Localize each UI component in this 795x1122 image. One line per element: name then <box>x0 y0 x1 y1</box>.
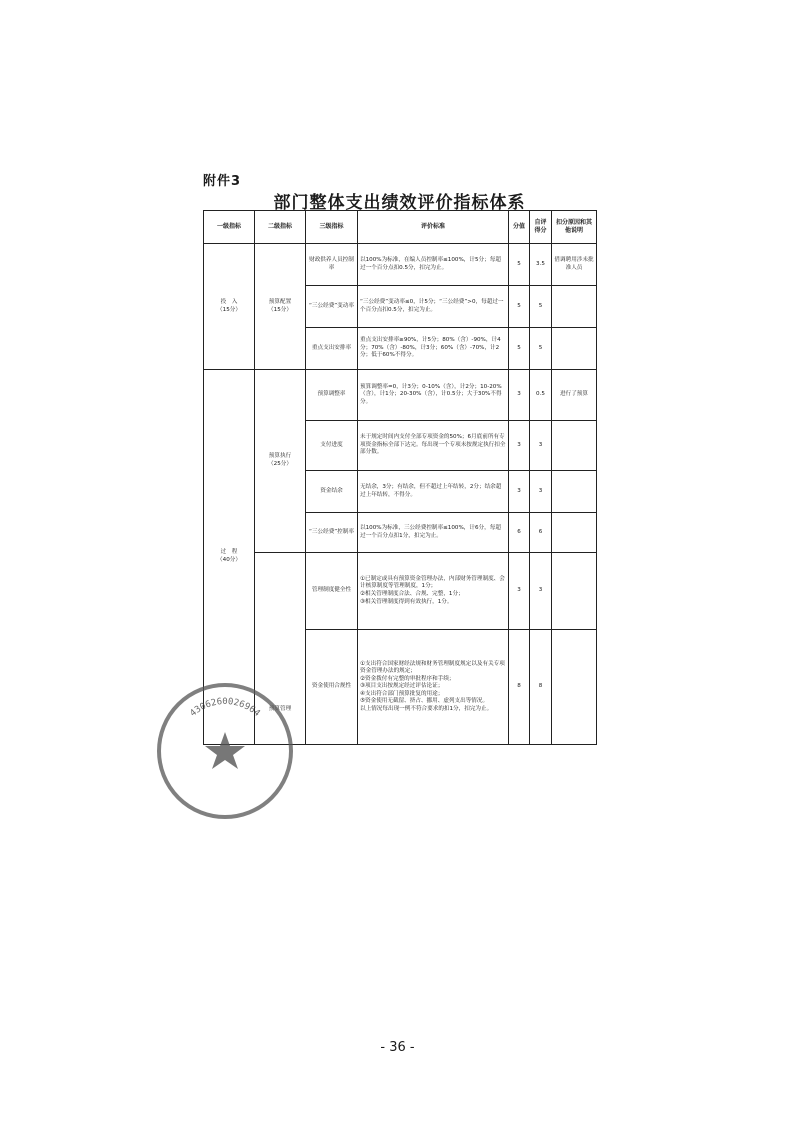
level3-cell: 资金结余 <box>306 471 358 513</box>
official-seal <box>150 676 300 826</box>
note-cell <box>552 513 597 553</box>
indicator-table <box>203 210 597 745</box>
standard-cell: 重点支出安排率≥90%，计5分；80%（含）-90%，计4分；70%（含）-80%，计3分；60%（含）-70%，计2分；低于60%不得分。 <box>358 328 509 370</box>
note-cell <box>552 471 597 513</box>
note-cell <box>552 553 597 630</box>
header-level3: 三级指标 <box>306 211 358 244</box>
header-note: 扣分原因和其他说明 <box>552 211 597 244</box>
self-score-cell: 5 <box>530 328 552 370</box>
level3-cell: 预算调整率 <box>306 370 358 421</box>
standard-cell: “三公经费”变动率≤0，计5分；“三公经费”>0，每超过一个百分点扣0.5分，扣完为止。 <box>358 286 509 328</box>
standard-cell: ①已制定或具有预算资金管理办法，内部财务管理制度、会计核算制度等管理制度，1分； ②相关管理制度合法、合规、完整，1分； ③相关管理制度得到有效执行，1分。 <box>358 553 509 630</box>
standard-cell: 以100%为标准，在编人员控制率≤100%，计5分；每超过一个百分点扣0.5分，扣完为止。 <box>358 244 509 286</box>
note-cell: 进行了预算 <box>552 370 597 421</box>
table-row <box>204 553 597 630</box>
self-score-cell: 3 <box>530 421 552 471</box>
attachment-label: 附件3 <box>203 174 242 189</box>
score-cell: 3 <box>509 370 530 421</box>
level3-cell: “三公经费”变动率 <box>306 286 358 328</box>
score-cell: 5 <box>509 328 530 370</box>
score-cell: 8 <box>509 630 530 745</box>
score-cell: 6 <box>509 513 530 553</box>
level1-process: 过 程 （40分） <box>204 370 255 745</box>
note-cell <box>552 630 597 745</box>
seal-number: 4306260026964 <box>188 697 262 719</box>
level2-budget-execution: 预算执行 （25分） <box>255 370 306 553</box>
score-cell: 5 <box>509 244 530 286</box>
score-cell: 3 <box>509 471 530 513</box>
self-score-cell: 8 <box>530 630 552 745</box>
standard-cell: ①支出符合国家财经法规和财务管理制度规定以及有关专项资金管理办法的规定； ②资金拨付有完整的审批程序和手续； ③项目支出按规定经过评估论证； ④支出符合部门预算批复的用途； ⑤资金使用无截留、挤占、挪用、虚列支出等情况。 以上情况每出现一例不符合要求的扣1分，扣完为止。 <box>358 630 509 745</box>
note-cell <box>552 421 597 471</box>
level3-cell: 资金使用合规性 <box>306 630 358 745</box>
page-number: - 36 - <box>380 1040 415 1055</box>
note-cell: 借调聘用涉未批准人员 <box>552 244 597 286</box>
level3-cell: “三公经费”控制率 <box>306 513 358 553</box>
level2-budget-management: 预算管理 <box>255 553 306 745</box>
svg-text:4306260026964 <box>188 697 261 719</box>
level3-cell: 财政供养人员控制率 <box>306 244 358 286</box>
level3-cell: 管理制度健全性 <box>306 553 358 630</box>
header-self-score: 自评得分 <box>530 211 552 244</box>
self-score-cell: 3.5 <box>530 244 552 286</box>
level2-budget-setting: 预算配置 （15分） <box>255 244 306 370</box>
header-score: 分值 <box>509 211 530 244</box>
score-cell: 3 <box>509 421 530 471</box>
self-score-cell: 5 <box>530 286 552 328</box>
self-score-cell: 6 <box>530 513 552 553</box>
table-row <box>204 244 597 286</box>
header-standard: 评价标准 <box>358 211 509 244</box>
note-cell <box>552 328 597 370</box>
header-level1: 一级指标 <box>204 211 255 244</box>
header-row <box>204 211 597 244</box>
page-title: 部门整体支出绩效评价指标体系 <box>273 193 526 213</box>
star-icon <box>205 732 245 769</box>
level1-input: 投 入 （15分） <box>204 244 255 370</box>
table-row <box>204 370 597 421</box>
self-score-cell: 3 <box>530 471 552 513</box>
self-score-cell: 3 <box>530 553 552 630</box>
score-cell: 5 <box>509 286 530 328</box>
standard-cell: 以100%为标准，三公经费控制率≤100%，计6分，每超过一个百分点扣1分，扣完为止。 <box>358 513 509 553</box>
standard-cell: 预算调整率=0，计3分；0-10%（含），计2分；10-20%（含），计1分；20-30%（含），计0.5分；大于30%不得分。 <box>358 370 509 421</box>
level3-cell: 支付进度 <box>306 421 358 471</box>
standard-cell: 未于规定时间内支付全部专项资金的50%；6月底前所有专项资金指标全部下达完。每出现一个专项未按规定执行扣全部分数。 <box>358 421 509 471</box>
score-cell: 3 <box>509 553 530 630</box>
level3-cell: 重点支出安排率 <box>306 328 358 370</box>
standard-cell: 无结余，3分；有结余，但不超过上年结转，2分；结余超过上年结转，不得分。 <box>358 471 509 513</box>
note-cell <box>552 286 597 328</box>
self-score-cell: 0.5 <box>530 370 552 421</box>
header-level2: 二级指标 <box>255 211 306 244</box>
